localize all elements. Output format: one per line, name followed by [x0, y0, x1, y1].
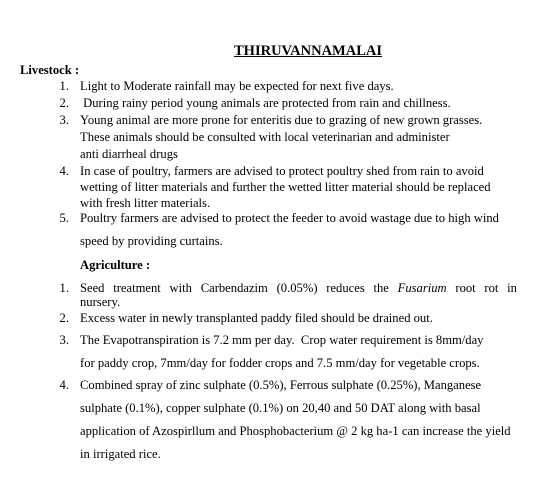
livestock-heading: Livestock : — [20, 63, 80, 77]
agriculture-item-1-number: 1. — [59, 281, 69, 295]
agriculture-item-1-line-1 — [80, 281, 517, 296]
livestock-item-4-line-2: wetting of litter materials and further the wetted litter material should be replaced — [80, 180, 491, 194]
livestock-item-3-line-3: anti diarrheal drugs — [80, 147, 178, 161]
agriculture-item-3-line-2: for paddy crop, 7mm/day for fodder crops and 7.5 mm/day for vegetable crops. — [80, 356, 480, 370]
agriculture-heading: Agriculture : — [80, 258, 151, 272]
agriculture-item-1-post: root rot in — [446, 281, 517, 295]
livestock-item-3-number: 3. — [59, 113, 69, 127]
livestock-item-3-line-2: These animals should be consulted with local veterinarian and administer — [80, 130, 450, 144]
livestock-item-5-line-1: Poultry farmers are advised to protect the feeder to avoid wastage due to high wind — [80, 211, 499, 225]
agriculture-item-4-number: 4. — [59, 378, 69, 392]
agriculture-item-4-line-1: Combined spray of zinc sulphate (0.5%), Ferrous sulphate (0.25%), Manganese — [80, 378, 482, 392]
agriculture-item-4-line-4: in irrigated rice. — [80, 447, 161, 461]
livestock-item-5-number: 5. — [59, 211, 69, 225]
livestock-item-4-line-3: with fresh litter materials. — [80, 196, 211, 210]
page-title: THIRUVANNAMALAI — [234, 43, 382, 59]
livestock-item-4-line-1: In case of poultry, farmers are advised to protect poultry shed from rain to avoid — [80, 164, 484, 178]
livestock-item-4-number: 4. — [59, 164, 69, 178]
livestock-item-3-line-1: Young animal are more prone for enteritis due to grazing of new grown grasses. — [80, 113, 483, 127]
agriculture-item-1-pre: Seed treatment with Carbendazim (0.05%) reduces the — [80, 281, 398, 295]
livestock-item-1-number: 1. — [59, 79, 69, 93]
agriculture-item-3-number: 3. — [59, 333, 69, 347]
livestock-item-2-text: During rainy period young animals are protected from rain and chillness. — [80, 96, 451, 110]
agriculture-item-2-number: 2. — [59, 311, 69, 325]
livestock-item-2-number: 2. — [59, 96, 69, 110]
agriculture-item-4-line-2: sulphate (0.1%), copper sulphate (0.1%) on 20,40 and 50 DAT along with basal — [80, 401, 481, 415]
livestock-item-1-text: Light to Moderate rainfall may be expected for next five days. — [80, 79, 394, 93]
agriculture-item-2-text: Excess water in newly transplanted paddy filed should be drained out. — [80, 311, 433, 325]
agriculture-item-3-line-1: The Evapotranspiration is 7.2 mm per day. Crop water requirement is 8mm/day — [80, 333, 484, 347]
livestock-item-5-line-2: speed by providing curtains. — [80, 234, 223, 248]
agriculture-item-1-line-2: nursery. — [80, 295, 121, 309]
agriculture-item-4-line-3: application of Azospirllum and Phosphobacterium @ 2 kg ha-1 can increase the yield — [80, 424, 511, 438]
fusarium-term: Fusarium — [397, 281, 447, 295]
